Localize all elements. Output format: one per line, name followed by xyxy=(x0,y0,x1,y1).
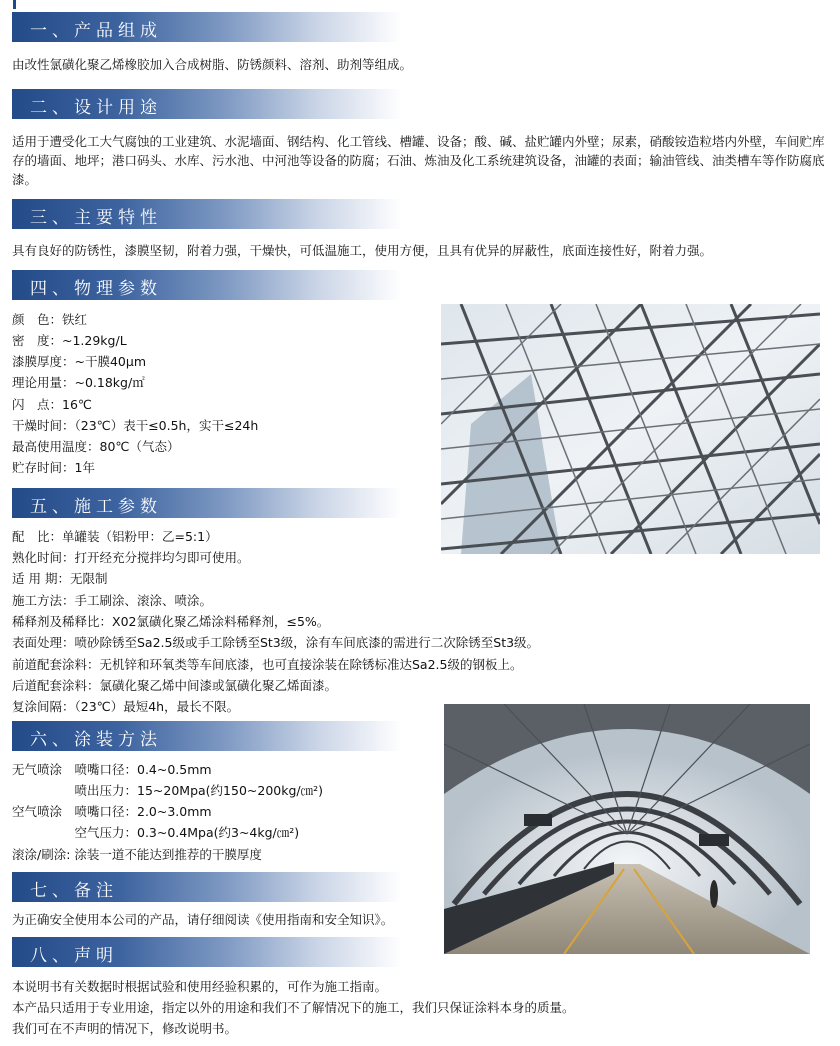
construction-param-line: 熟化时间：打开经充分搅拌均匀即可使用。 xyxy=(12,550,250,565)
statement-line: 我们可在不声明的情况下，修改说明书。 xyxy=(12,1021,238,1036)
construction-param-line: 施工方法：手工刷涂、滚涂、喷涂。 xyxy=(12,593,213,608)
coating-method-line: 空气喷涂 喷嘴口径：2.0~3.0mm xyxy=(12,804,212,819)
top-accent-mark xyxy=(13,0,16,9)
section-title: 七、备注 xyxy=(30,881,118,901)
features-text: 具有良好的防锈性，漆膜坚韧，附着力强，干燥快，可低温施工，使用方便，且具有优异的屏蔽性，底面连接性好，附着力强。 xyxy=(12,243,713,258)
construction-param-line: 配 比：单罐装（铝粉甲：乙=5:1） xyxy=(12,529,218,544)
steel-space-frame-photo xyxy=(441,304,820,554)
section-header-remark xyxy=(12,872,402,902)
physical-param-line: 干燥时间：（23℃）表干≤0.5h，实干≤24h xyxy=(12,418,259,433)
physical-param-line: 漆膜厚度：~干膜40μm xyxy=(12,354,147,369)
physical-param-line: 颜 色：铁红 xyxy=(12,312,88,327)
construction-param-line: 表面处理：喷砂除锈至Sa2.5级或手工除锈至St3级，涂有车间底漆的需进行二次除锈至St3级。 xyxy=(12,635,540,650)
section-title: 一、产品组成 xyxy=(30,21,162,41)
section-header-coating xyxy=(12,721,402,751)
coating-method-line: 空气压力：0.3~0.4Mpa(约3~4kg/㎝²) xyxy=(12,825,300,840)
physical-param-line: 闪 点：16℃ xyxy=(12,397,92,412)
physical-param-line: 最高使用温度：80℃（气态） xyxy=(12,439,180,454)
section-title: 六、涂装方法 xyxy=(30,730,162,750)
section-title: 五、施工参数 xyxy=(30,497,162,517)
coating-method-line: 无气喷涂 喷嘴口径：0.4~0.5mm xyxy=(12,762,212,777)
usage-text: 适用于遭受化工大气腐蚀的工业建筑、水泥墙面、钢结构、化工管线、槽罐、设备；酸、碱、盐贮罐内外壁；尿素，硝酸铵造粒塔内外壁，车间贮库存的墙面、地坪；港口码头、水库、污水池、中河池等设备的防腐；石油、炼油及化工系统建筑设备，油罐的表面；输油管线、油类槽车等作防腐底漆。 xyxy=(12,134,825,187)
section-header-composition xyxy=(12,12,402,42)
physical-param-line: 贮存时间：1年 xyxy=(12,460,95,475)
coating-method-line: 滚涂/刷涂: 涂装一道不能达到推荐的干膜厚度 xyxy=(12,847,262,862)
section-header-statement xyxy=(12,937,402,967)
section-title: 八、声明 xyxy=(30,946,118,966)
construction-param-line: 后道配套涂料：氯磺化聚乙烯中间漆或氯磺化聚乙烯面漆。 xyxy=(12,678,338,693)
section-header-usage xyxy=(12,89,402,119)
statement-line: 本产品只适用于专业用途，指定以外的用途和我们不了解情况下的施工，我们只保证涂料本身的质量。 xyxy=(12,1000,575,1015)
section-title: 四、物理参数 xyxy=(30,279,162,299)
statement-line: 本说明书有关数据时根据试验和使用经验积累的，可作为施工指南。 xyxy=(12,979,388,994)
section-header-construction xyxy=(12,488,402,518)
composition-text: 由改性氯磺化聚乙烯橡胶加入合成树脂、防锈颜料、溶剂、助剂等组成。 xyxy=(12,57,413,72)
physical-param-line: 密 度：~1.29kg/L xyxy=(12,333,127,348)
remark-text: 为正确安全使用本公司的产品，请仔细阅读《使用指南和安全知识》。 xyxy=(12,912,394,927)
physical-param-line: 理论用量：~0.18kg/㎡ xyxy=(12,375,145,390)
construction-param-line: 稀释剂及稀释比：X02氯磺化聚乙烯涂料稀释剂，≤5%。 xyxy=(12,614,330,629)
section-title: 三、主要特性 xyxy=(30,208,162,228)
construction-param-line: 前道配套涂料：无机锌和环氧类等车间底漆，也可直接涂装在除锈标准达Sa2.5级的钢板上。 xyxy=(12,657,523,672)
metro-station-arch-photo xyxy=(444,704,810,954)
section-header-features xyxy=(12,199,402,229)
construction-param-line: 复涂间隔：（23℃）最短4h，最长不限。 xyxy=(12,699,240,714)
coating-method-line: 喷出压力：15~20Mpa(约150~200kg/㎝²) xyxy=(12,783,324,798)
section-title: 二、设计用途 xyxy=(30,98,162,118)
construction-param-line: 适 用 期：无限制 xyxy=(12,571,108,586)
section-header-physical xyxy=(12,270,402,300)
